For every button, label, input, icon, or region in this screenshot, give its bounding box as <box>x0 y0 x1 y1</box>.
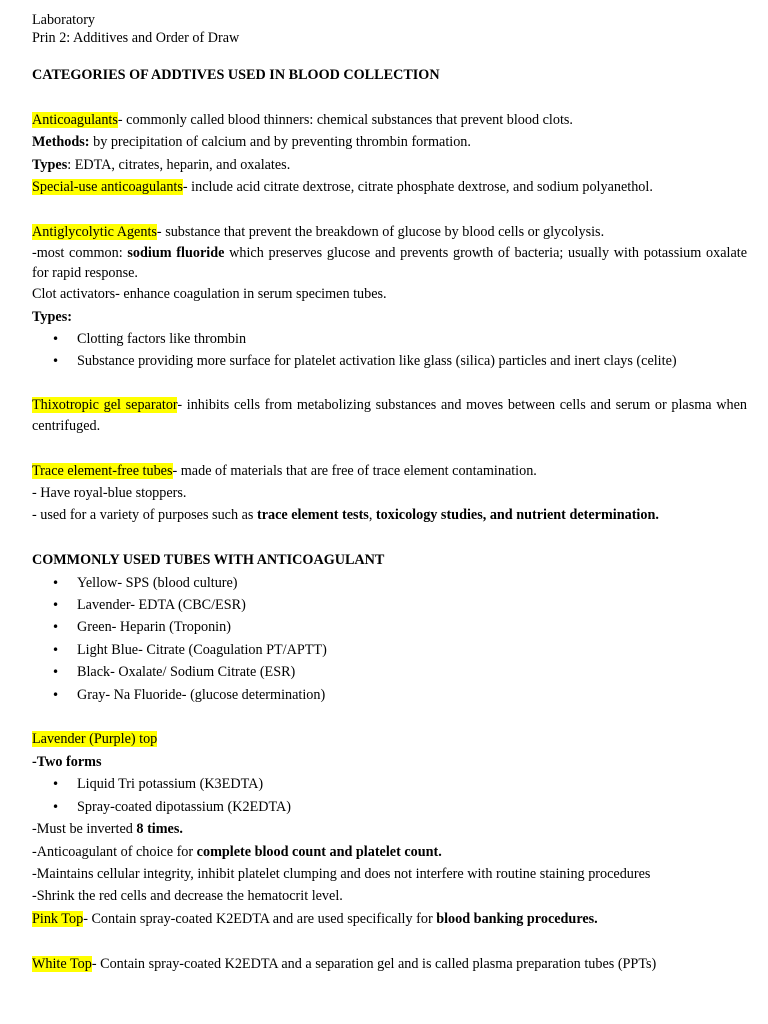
pink-top-text: - Contain spray-coated K2EDTA and are used specifically for <box>83 910 437 927</box>
special-use-term: Special-use anticoagulants <box>32 179 183 196</box>
tubes-heading-text: COMMONLY USED TUBES WITH ANTICOAGULANT <box>32 552 385 569</box>
trace-element-paragraph <box>32 460 747 482</box>
pink-top-line <box>32 908 747 930</box>
antiglycolytic-paragraph <box>32 221 747 243</box>
trace-uses-line <box>32 504 747 526</box>
list-item: • Substance providing more surface for platelet activation like glass (silica) particles and inert clays (celite) <box>32 350 747 372</box>
methods-text: by precipitation of calcium and by preventing thrombin formation. <box>89 134 471 151</box>
methods-line <box>32 131 747 153</box>
maintains-line: -Maintains cellular integrity, inhibit platelet clumping and does not interfere with routine staining procedures <box>32 865 651 882</box>
clot-activators-line: Clot activators- enhance coagulation in serum specimen tubes. <box>32 286 387 303</box>
list-item: • Lavender- EDTA (CBC/ESR) <box>32 594 747 616</box>
list-item: • Spray-coated dipotassium (K2EDTA) <box>32 796 747 818</box>
white-top-line <box>32 953 747 975</box>
antiglycolytic-desc: - substance that prevent the breakdown of glucose by blood cells or glycolysis. <box>156 223 605 240</box>
lavender-top-heading <box>32 728 747 750</box>
list-item: • Black- Oxalate/ Sodium Citrate (ESR) <box>32 661 747 683</box>
section-title <box>32 64 747 86</box>
anticoagulants-desc: - commonly called blood thinners: chemical substances that prevent blood clots. <box>117 111 573 128</box>
tubes-heading <box>32 549 747 571</box>
inverted-line <box>32 818 747 840</box>
choice-bold: complete blood count and platelet count. <box>196 843 442 860</box>
inverted-count: 8 times. <box>136 821 183 838</box>
most-common-line <box>32 243 747 283</box>
choice-prefix: -Anticoagulant of choice for <box>32 843 197 860</box>
two-forms-line <box>32 751 747 773</box>
types-text: : EDTA, citrates, heparin, and oxalates. <box>67 156 291 173</box>
trace-element-term: Trace element-free tubes <box>32 462 173 479</box>
header-line-1: Laboratory <box>32 12 96 28</box>
two-forms-label: -Two forms <box>32 753 102 770</box>
special-use-text: - include acid citrate dextrose, citrate phosphate dextrose, and sodium polyanethol. <box>182 179 653 196</box>
antiglycolytic-types-label-text: Types: <box>32 308 72 325</box>
thixotropic-paragraph <box>32 395 747 437</box>
choice-line <box>32 841 747 863</box>
list-item: • Liquid Tri potassium (K3EDTA) <box>32 773 747 795</box>
trace-uses-separator: , <box>368 507 376 524</box>
pink-top-term: Pink Top <box>32 910 84 927</box>
trace-element-tests: trace element tests <box>256 507 369 524</box>
special-use-line <box>32 176 747 198</box>
toxicology-studies: toxicology studies, and nutrient determination. <box>375 507 659 524</box>
inverted-prefix: -Must be inverted <box>32 821 137 838</box>
list-item: • Gray- Na Fluoride- (glucose determination) <box>32 684 747 706</box>
most-common-suffix: which preserves glucose and prevents growth of bacteria; usually with potassium oxalate for rapid response. <box>32 245 747 282</box>
thixotropic-desc: - inhibits cells from metabolizing substances and moves between cells and serum or plasma when centrifuged. <box>32 397 747 435</box>
anticoagulants-paragraph <box>32 109 747 131</box>
shrink-line: -Shrink the red cells and decrease the hematocrit level. <box>32 888 343 905</box>
anticoagulants-term: Anticoagulants <box>32 111 118 128</box>
section-title-text: CATEGORIES OF ADDTIVES USED IN BLOOD COLLECTION <box>32 67 440 83</box>
pink-top-bold: blood banking procedures. <box>436 910 598 927</box>
white-top-term: White Top <box>32 955 92 972</box>
header-line-2: Prin 2: Additives and Order of Draw <box>32 30 240 46</box>
antiglycolytic-term: Antiglycolytic Agents <box>32 223 157 240</box>
most-common-prefix: -most common: <box>32 245 128 262</box>
clot-activator-types-list <box>32 328 747 373</box>
trace-uses-prefix: - used for a variety of purposes such as <box>32 507 257 524</box>
tubes-list <box>32 572 747 706</box>
sodium-fluoride: sodium fluoride <box>127 245 225 262</box>
types-label: Types <box>32 156 68 173</box>
types-line <box>32 154 747 176</box>
list-item: • Green- Heparin (Troponin) <box>32 616 747 638</box>
list-item: • Yellow- SPS (blood culture) <box>32 572 747 594</box>
lavender-forms-list <box>32 773 747 818</box>
list-item: • Light Blue- Citrate (Coagulation PT/APTT) <box>32 639 747 661</box>
white-top-text: - Contain spray-coated K2EDTA and a separation gel and is called plasma preparation tubes (PPTs) <box>91 955 657 972</box>
antiglycolytic-types-label <box>32 306 747 328</box>
lavender-top-term: Lavender (Purple) top <box>32 731 158 748</box>
thixotropic-term: Thixotropic gel separator <box>32 397 178 414</box>
list-item: • Clotting factors like thrombin <box>32 328 747 350</box>
trace-element-desc: - made of materials that are free of trace element contamination. <box>172 462 537 479</box>
methods-label: Methods: <box>32 134 90 151</box>
royal-blue-line: - Have royal-blue stoppers. <box>32 485 187 502</box>
